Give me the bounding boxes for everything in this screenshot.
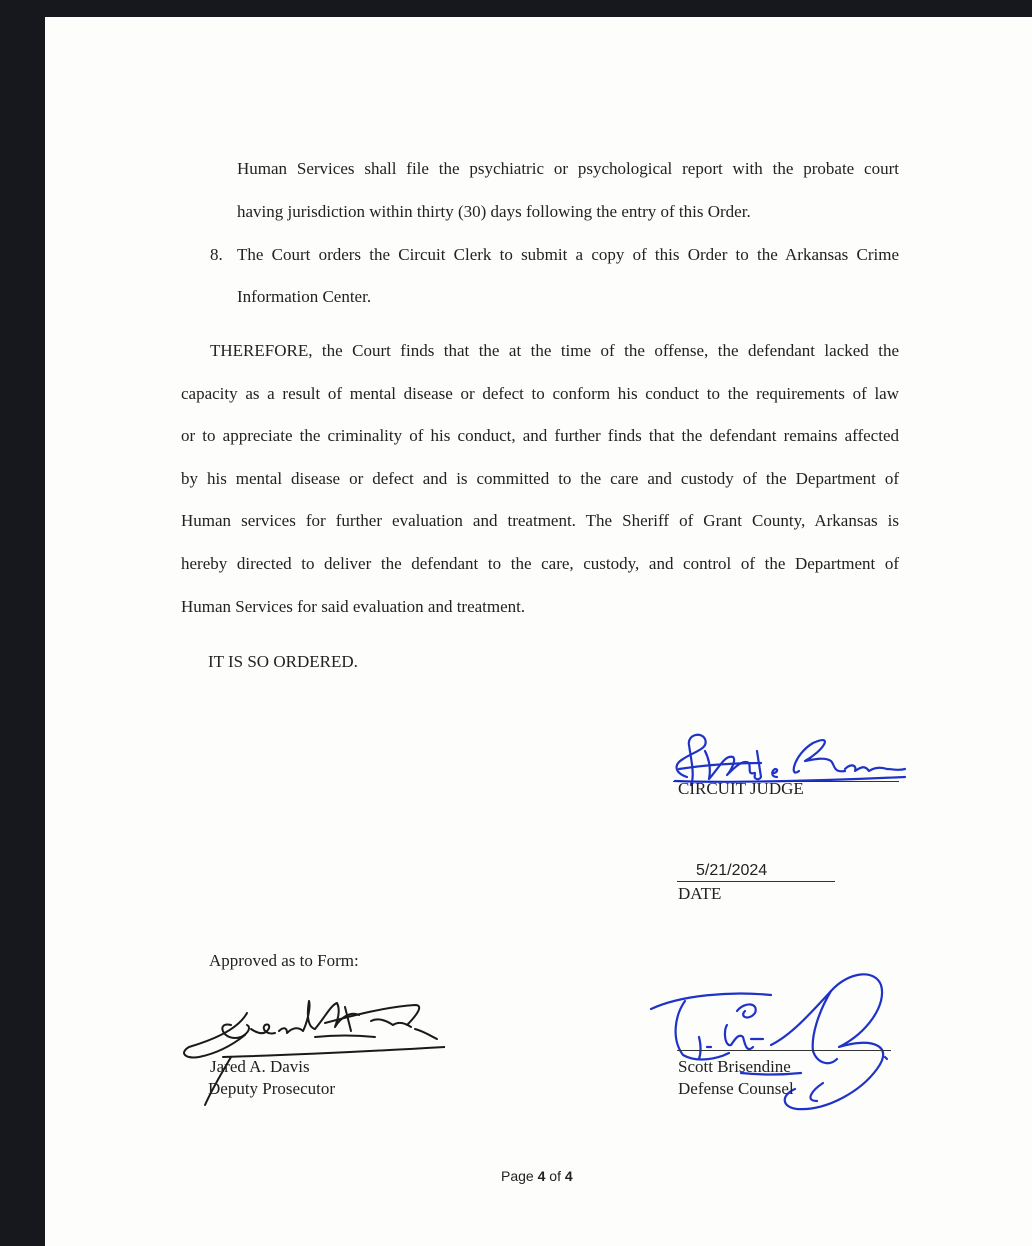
date-line — [677, 881, 835, 882]
defense-signature-line — [677, 1050, 891, 1051]
page-total: 4 — [564, 1168, 573, 1184]
therefore-line-4: by his mental disease or defect and is committed to the care and custody of the Department of — [181, 469, 899, 488]
therefore-line-6: hereby directed to deliver the defendant to the care, custody, and control of the Department of — [181, 554, 899, 573]
item8-number: 8. — [210, 245, 223, 264]
item7-line-1: Human Services shall file the psychiatric or psychological report with the probate court — [237, 159, 899, 178]
therefore-line-7: Human Services for said evaluation and treatment. — [181, 597, 526, 616]
document-page — [45, 17, 1032, 1246]
prosecutor-name: Jared A. Davis — [210, 1057, 310, 1076]
page-number: 4 — [537, 1168, 546, 1184]
so-ordered-text: IT IS SO ORDERED. — [208, 652, 358, 671]
therefore-line-1: THEREFORE, the Court finds that the at the time of the offense, the defendant lacked the — [210, 341, 899, 360]
therefore-line-3: or to appreciate the criminality of his conduct, and further finds that the defendant remains affected — [181, 426, 899, 445]
judge-title: CIRCUIT JUDGE — [678, 779, 804, 798]
therefore-line-2: capacity as a result of mental disease or defect to conform his conduct to the requirements of law — [181, 384, 899, 403]
item8-line-2: Information Center. — [237, 287, 372, 306]
defense-name: Scott Brisendine — [678, 1057, 791, 1076]
item7-line-2: having jurisdiction within thirty (30) days following the entry of this Order. — [237, 202, 751, 221]
page-word: Page — [501, 1168, 534, 1184]
defense-title: Defense Counsel — [678, 1079, 794, 1098]
therefore-line-5: Human services for further evaluation and treatment. The Sheriff of Grant County, Arkansas is — [181, 511, 899, 530]
approved-label: Approved as to Form: — [209, 951, 359, 970]
prosecutor-title: Deputy Prosecutor — [208, 1079, 336, 1098]
date-label: DATE — [678, 884, 722, 903]
page-footer — [501, 1168, 573, 1184]
of-word: of — [549, 1168, 561, 1184]
date-value: 5/21/2024 — [696, 862, 768, 879]
item8-line-1: The Court orders the Circuit Clerk to submit a copy of this Order to the Arkansas Crime — [237, 245, 899, 264]
